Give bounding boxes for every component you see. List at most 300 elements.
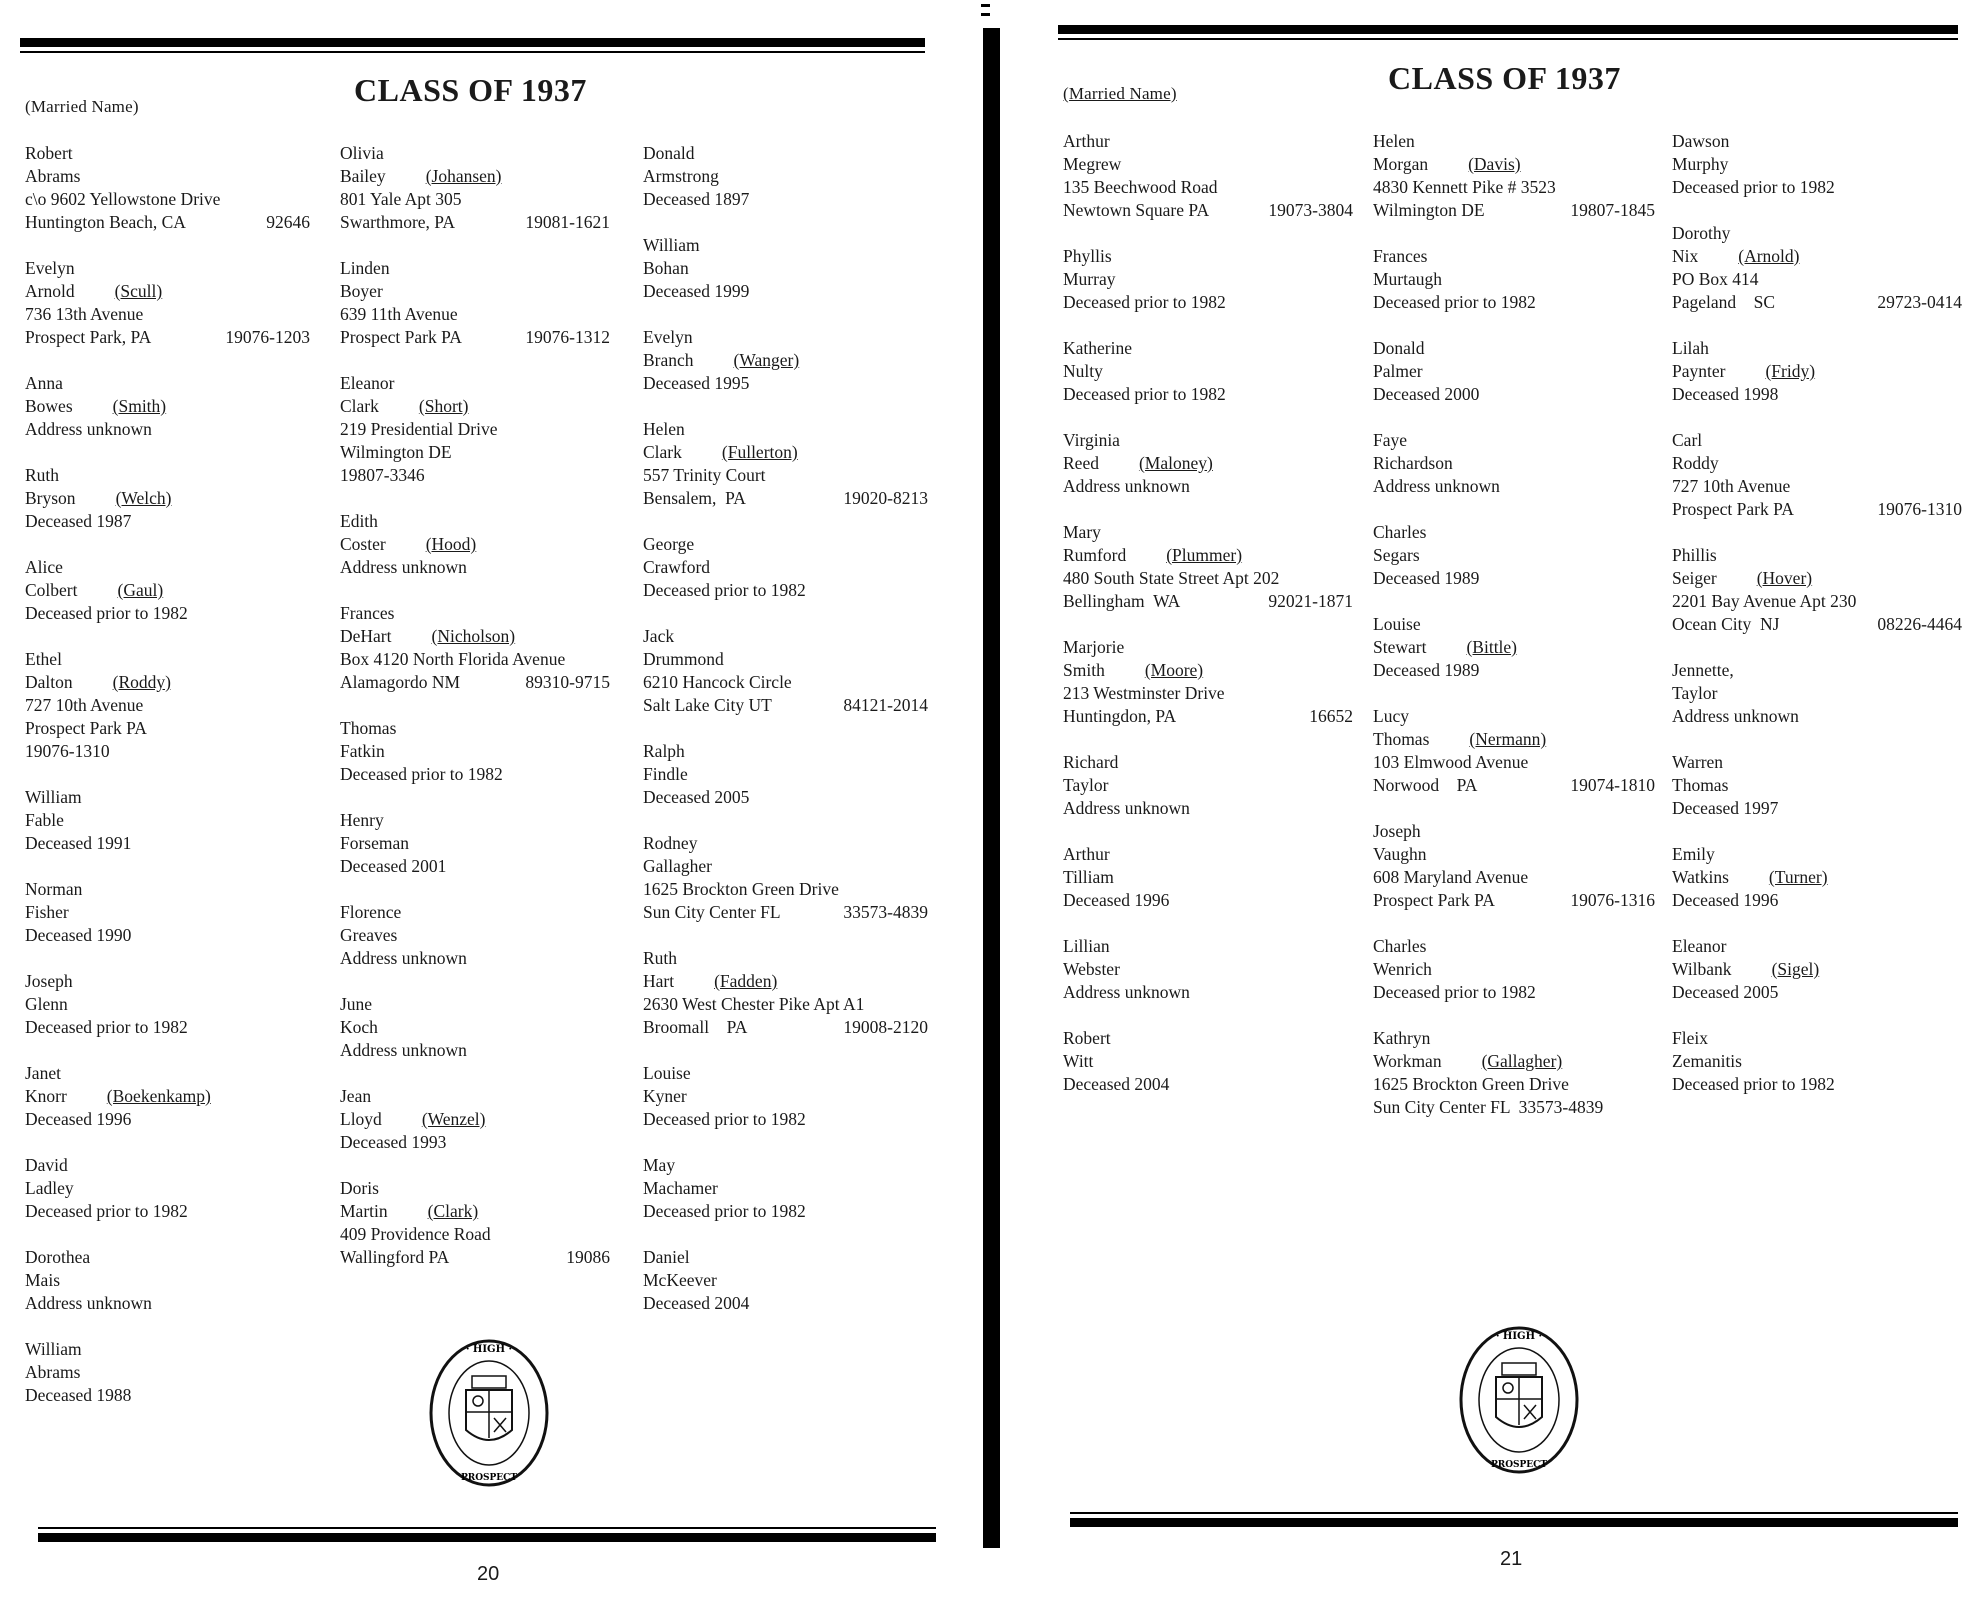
address-text: Deceased prior to 1982	[340, 764, 503, 784]
directory-entry	[340, 142, 610, 234]
directory-entry	[643, 1246, 928, 1315]
zip-code: 92646	[266, 212, 310, 232]
address-line	[1063, 682, 1353, 705]
directory-entry	[25, 464, 310, 533]
last-name: Knorr	[25, 1086, 67, 1106]
first-name: Donald	[1373, 338, 1425, 358]
first-name: Charles	[1373, 522, 1427, 542]
zip-code: 33573-4839	[843, 902, 928, 922]
address-line	[340, 464, 610, 487]
address-text: Deceased prior to 1982	[1373, 292, 1536, 312]
first-name: Anna	[25, 373, 63, 393]
directory-entry	[25, 257, 310, 349]
address-line	[1063, 590, 1353, 613]
directory-column-2	[340, 142, 610, 1292]
last-name: Martin	[340, 1201, 388, 1221]
directory-entry	[643, 1062, 928, 1131]
directory-entry	[643, 625, 928, 717]
address-text: 608 Maryland Avenue	[1373, 867, 1529, 887]
first-name: Marjorie	[1063, 637, 1125, 657]
last-name-row	[25, 993, 310, 1016]
last-name-row	[643, 441, 928, 464]
last-name-row	[1063, 153, 1353, 176]
address-line	[1672, 613, 1962, 636]
last-name: Kyner	[643, 1086, 687, 1106]
zip-code: 92021-1871	[1268, 591, 1353, 611]
first-name: Evelyn	[643, 327, 693, 347]
first-name: Eleanor	[340, 373, 395, 393]
last-name-row	[340, 832, 610, 855]
address-text: Deceased prior to 1982	[1063, 384, 1226, 404]
zip-code: 29723-0414	[1877, 292, 1962, 312]
directory-entry	[25, 648, 310, 763]
first-name: Jennette,	[1672, 660, 1734, 680]
married-name: (Hover)	[1756, 568, 1813, 588]
last-name-row	[1373, 636, 1655, 659]
address-line	[1063, 199, 1353, 222]
address-line	[1672, 590, 1962, 613]
first-name: Louise	[643, 1063, 691, 1083]
address-line	[643, 671, 928, 694]
address-line	[25, 326, 310, 349]
directory-entry	[25, 878, 310, 947]
first-name: Charles	[1373, 936, 1427, 956]
address-line	[643, 188, 928, 211]
last-name: Clark	[643, 442, 682, 462]
last-name-row	[643, 763, 928, 786]
first-name: Edith	[340, 511, 378, 531]
last-name: Drummond	[643, 649, 724, 669]
last-name: Mais	[25, 1270, 60, 1290]
address-line	[1373, 383, 1655, 406]
first-name: Helen	[1373, 131, 1415, 151]
directory-entry	[1373, 613, 1655, 682]
directory-entry	[1063, 337, 1353, 406]
married-name: (Short)	[418, 396, 469, 416]
address-text: 736 13th Avenue	[25, 304, 144, 324]
page-title: CLASS OF 1937	[354, 72, 587, 108]
address-line	[340, 556, 610, 579]
last-name: Bohan	[643, 258, 689, 278]
address-text: 557 Trinity Court	[643, 465, 766, 485]
zip-code: 19076-1316	[1570, 890, 1655, 910]
last-name-row	[643, 855, 928, 878]
directory-entry	[1063, 935, 1353, 1004]
last-name-row	[25, 1269, 310, 1292]
directory-entry	[1373, 1027, 1655, 1119]
last-name: McKeever	[643, 1270, 717, 1290]
address-line	[340, 418, 610, 441]
directory-entry	[643, 326, 928, 395]
last-name: Branch	[643, 350, 694, 370]
first-name: Thomas	[340, 718, 397, 738]
address-text: Address unknown	[1672, 706, 1799, 726]
address-text: 409 Providence Road	[340, 1224, 491, 1244]
directory-entry	[25, 786, 310, 855]
first-name: Ethel	[25, 649, 62, 669]
first-name: Henry	[340, 810, 384, 830]
directory-entry	[25, 1154, 310, 1223]
top-rule-thick	[1058, 25, 1958, 34]
married-name: (Scull)	[114, 281, 163, 301]
directory-entry	[25, 556, 310, 625]
first-name: Mary	[1063, 522, 1101, 542]
address-text: Deceased prior to 1982	[1672, 1074, 1835, 1094]
address-line	[340, 947, 610, 970]
address-line	[1373, 751, 1655, 774]
address-line	[340, 763, 610, 786]
address-text: Address unknown	[1063, 476, 1190, 496]
last-name: Reed	[1063, 453, 1099, 473]
address-line	[1063, 475, 1353, 498]
last-name-row	[340, 625, 610, 648]
address-text: Deceased 2005	[643, 787, 750, 807]
first-name: Ruth	[25, 465, 60, 485]
zip-code: 08226-4464	[1877, 614, 1962, 634]
first-name: Warren	[1672, 752, 1724, 772]
directory-entry	[25, 1246, 310, 1315]
last-name-row	[643, 648, 928, 671]
directory-entry	[1373, 337, 1655, 406]
directory-entry	[1672, 1027, 1962, 1096]
address-line	[1373, 889, 1655, 912]
address-line	[643, 694, 928, 717]
address-text: 1625 Brockton Green Drive	[1373, 1074, 1569, 1094]
zip-code: 89310-9715	[525, 672, 610, 692]
directory-entry	[643, 533, 928, 602]
first-name: Helen	[643, 419, 685, 439]
first-name: George	[643, 534, 695, 554]
address-text: Newtown Square PA	[1063, 200, 1210, 220]
address-text: Deceased prior to 1982	[25, 603, 188, 623]
directory-entry	[1672, 429, 1962, 521]
address-line	[1373, 291, 1655, 314]
last-name-row	[1373, 1050, 1655, 1073]
first-name: William	[25, 787, 82, 807]
first-name: Joseph	[1373, 821, 1421, 841]
first-name: Robert	[1063, 1028, 1111, 1048]
last-name: Armstrong	[643, 166, 719, 186]
last-name-row	[1373, 728, 1655, 751]
address-line	[1672, 176, 1962, 199]
right-page	[1040, 0, 1977, 1597]
address-line	[340, 441, 610, 464]
address-line	[340, 188, 610, 211]
first-name: Lillian	[1063, 936, 1110, 956]
address-text: 19076-1310	[25, 741, 110, 761]
address-line	[1672, 498, 1962, 521]
directory-entry	[1063, 429, 1353, 498]
address-line	[340, 303, 610, 326]
last-name-row	[340, 1200, 610, 1223]
directory-entry	[1672, 544, 1962, 636]
last-name-row	[340, 1016, 610, 1039]
directory-entry	[1672, 751, 1962, 820]
address-text: Bellingham WA	[1063, 591, 1181, 611]
zip-code: 19020-8213	[843, 488, 928, 508]
address-line	[25, 303, 310, 326]
married-name-label: (Married Name)	[1063, 84, 1177, 103]
directory-entry	[1672, 337, 1962, 406]
first-name: Phyllis	[1063, 246, 1112, 266]
directory-entry	[1373, 130, 1655, 222]
address-text: Deceased prior to 1982	[1373, 982, 1536, 1002]
zip-code: 19076-1310	[1877, 499, 1962, 519]
directory-column-3	[1672, 130, 1962, 1119]
last-name-row	[1672, 774, 1962, 797]
address-line	[1672, 705, 1962, 728]
address-text: Deceased prior to 1982	[643, 1109, 806, 1129]
directory-entry	[25, 970, 310, 1039]
address-line	[1672, 1073, 1962, 1096]
svg-text:PROSPECT: PROSPECT	[1490, 1460, 1548, 1470]
last-name-row	[25, 809, 310, 832]
last-name-row	[25, 165, 310, 188]
last-name-row	[643, 349, 928, 372]
directory-entry	[643, 832, 928, 924]
last-name-row	[25, 395, 310, 418]
first-name: Carl	[1672, 430, 1703, 450]
first-name: Evelyn	[25, 258, 75, 278]
last-name: Rumford	[1063, 545, 1127, 565]
address-text: Address unknown	[340, 557, 467, 577]
address-line	[1373, 774, 1655, 797]
address-line	[340, 211, 610, 234]
last-name: Smith	[1063, 660, 1105, 680]
address-line	[643, 579, 928, 602]
address-text: Deceased 1989	[1373, 568, 1480, 588]
address-text: 727 10th Avenue	[25, 695, 144, 715]
address-text: Deceased prior to 1982	[1672, 177, 1835, 197]
last-name-row	[1672, 567, 1962, 590]
last-name: Murphy	[1672, 154, 1729, 174]
directory-column-3	[643, 142, 928, 1338]
last-name-row	[340, 395, 610, 418]
last-name: Forseman	[340, 833, 410, 853]
left-page	[0, 0, 960, 1597]
top-rule-thin	[20, 51, 925, 53]
married-name: (Hood)	[425, 534, 477, 554]
last-name-row	[643, 556, 928, 579]
last-name: Wilbank	[1672, 959, 1732, 979]
last-name: Boyer	[340, 281, 383, 301]
bottom-rule-thick	[38, 1533, 936, 1542]
last-name: Fatkin	[340, 741, 385, 761]
directory-entry	[1672, 222, 1962, 314]
last-name: Tilliam	[1063, 867, 1114, 887]
directory-entry	[1373, 245, 1655, 314]
last-name: Dalton	[25, 672, 73, 692]
address-text: Deceased prior to 1982	[25, 1017, 188, 1037]
last-name: Findle	[643, 764, 688, 784]
address-text: Deceased 1988	[25, 1385, 132, 1405]
directory-entry	[643, 234, 928, 303]
directory-entry	[1672, 659, 1962, 728]
last-name-row	[1672, 452, 1962, 475]
married-name: (Welch)	[115, 488, 172, 508]
last-name-row	[643, 1085, 928, 1108]
first-name: Doris	[340, 1178, 379, 1198]
bottom-rule-thin	[38, 1527, 936, 1529]
last-name-row	[643, 165, 928, 188]
directory-entry	[340, 1085, 610, 1154]
address-line	[1672, 797, 1962, 820]
address-line	[25, 510, 310, 533]
last-name: Gallagher	[643, 856, 712, 876]
last-name: Zemanitis	[1672, 1051, 1742, 1071]
directory-entry	[1672, 130, 1962, 199]
address-line	[25, 740, 310, 763]
address-line	[340, 648, 610, 671]
first-name: Arthur	[1063, 131, 1110, 151]
directory-entry	[643, 142, 928, 211]
last-name: Colbert	[25, 580, 78, 600]
address-text: 4830 Kennett Pike # 3523	[1373, 177, 1556, 197]
directory-entry	[1373, 935, 1655, 1004]
address-line	[643, 280, 928, 303]
last-name: Palmer	[1373, 361, 1423, 381]
page-title: CLASS OF 1937	[1388, 60, 1621, 96]
address-line	[25, 1200, 310, 1223]
address-text: Deceased prior to 1982	[25, 1201, 188, 1221]
last-name-row	[1672, 866, 1962, 889]
married-name: (Wanger)	[733, 350, 800, 370]
address-text: Prospect Park, PA	[25, 327, 152, 347]
address-line	[25, 211, 310, 234]
first-name: Frances	[1373, 246, 1428, 266]
married-name: (Clark)	[427, 1201, 479, 1221]
first-name: Norman	[25, 879, 83, 899]
address-text: Wilmington DE	[1373, 200, 1485, 220]
address-line	[1063, 567, 1353, 590]
directory-entry	[340, 510, 610, 579]
last-name-row	[1063, 659, 1353, 682]
directory-entry	[1672, 843, 1962, 912]
address-line	[1063, 1073, 1353, 1096]
address-text: Norwood PA	[1373, 775, 1478, 795]
address-line	[1063, 291, 1353, 314]
first-name: Dawson	[1672, 131, 1730, 151]
married-name-label: (Married Name)	[25, 97, 139, 116]
address-text: c\o 9602 Yellowstone Drive	[25, 189, 221, 209]
last-name-row	[340, 165, 610, 188]
last-name: Clark	[340, 396, 379, 416]
married-name: (Gallagher)	[1481, 1051, 1563, 1071]
last-name-row	[1373, 544, 1655, 567]
last-name-row	[1672, 1050, 1962, 1073]
address-text: Deceased 2000	[1373, 384, 1480, 404]
address-text: Address unknown	[1063, 982, 1190, 1002]
address-line	[1373, 1096, 1655, 1119]
directory-entry	[1063, 130, 1353, 222]
address-text: Broomall PA	[643, 1017, 748, 1037]
last-name-row	[25, 579, 310, 602]
last-name: Thomas	[1373, 729, 1430, 749]
address-text: 19807-3346	[340, 465, 425, 485]
married-name: (Turner)	[1768, 867, 1828, 887]
address-text: Sun City Center FL	[643, 902, 781, 922]
spine-tick	[981, 13, 990, 16]
last-name-row	[643, 1177, 928, 1200]
last-name-row	[643, 257, 928, 280]
address-text: Deceased 1998	[1672, 384, 1779, 404]
directory-entry	[1063, 521, 1353, 613]
last-name-row	[25, 1085, 310, 1108]
address-line	[1373, 659, 1655, 682]
address-line	[1063, 981, 1353, 1004]
directory-entry	[643, 947, 928, 1039]
last-name: Taylor	[1063, 775, 1109, 795]
directory-entry	[1063, 245, 1353, 314]
first-name: David	[25, 1155, 68, 1175]
address-line	[340, 326, 610, 349]
last-name: Hart	[643, 971, 675, 991]
address-text: Deceased 1996	[1672, 890, 1779, 910]
married-name: (Roddy)	[112, 672, 171, 692]
last-name-row	[1672, 682, 1962, 705]
address-line	[1373, 1073, 1655, 1096]
address-text: Deceased 2005	[1672, 982, 1779, 1002]
address-line	[643, 1108, 928, 1131]
last-name: Morgan	[1373, 154, 1429, 174]
address-line	[25, 418, 310, 441]
first-name: Dorothy	[1672, 223, 1731, 243]
bottom-rule-thin	[1070, 1512, 1958, 1514]
first-name: Louise	[1373, 614, 1421, 634]
married-name: (Plummer)	[1166, 545, 1243, 565]
address-text: Address unknown	[340, 948, 467, 968]
last-name-row	[1373, 843, 1655, 866]
last-name-row	[1373, 268, 1655, 291]
address-text: 801 Yale Apt 305	[340, 189, 462, 209]
married-name: (Wenzel)	[421, 1109, 486, 1129]
first-name: Kathryn	[1373, 1028, 1431, 1048]
address-line	[25, 832, 310, 855]
last-name-row	[25, 1361, 310, 1384]
address-text: Prospect Park PA	[1373, 890, 1495, 910]
address-text: Wallingford PA	[340, 1247, 450, 1267]
address-line	[1373, 567, 1655, 590]
address-line	[643, 1292, 928, 1315]
page-number: 21	[1500, 1548, 1523, 1570]
last-name: Thomas	[1672, 775, 1729, 795]
address-text: 2630 West Chester Pike Apt A1	[643, 994, 865, 1014]
first-name: Janet	[25, 1063, 61, 1083]
address-line	[1672, 475, 1962, 498]
address-text: Salt Lake City UT	[643, 695, 772, 715]
last-name: Coster	[340, 534, 386, 554]
first-name: William	[25, 1339, 82, 1359]
first-name: Richard	[1063, 752, 1119, 772]
last-name: DeHart	[340, 626, 392, 646]
address-text: Bensalem, PA	[643, 488, 746, 508]
last-name: Glenn	[25, 994, 68, 1014]
address-line	[643, 901, 928, 924]
directory-entry	[1063, 843, 1353, 912]
spine-tick	[981, 4, 990, 7]
last-name-row	[1063, 452, 1353, 475]
zip-code: 19081-1621	[525, 212, 610, 232]
address-text: 1625 Brockton Green Drive	[643, 879, 839, 899]
address-line	[643, 372, 928, 395]
address-text: Deceased 1897	[643, 189, 750, 209]
address-text: Swarthmore, PA	[340, 212, 456, 232]
first-name: Jack	[643, 626, 675, 646]
last-name-row	[1063, 544, 1353, 567]
address-text: 135 Beechwood Road	[1063, 177, 1218, 197]
last-name-row	[25, 1177, 310, 1200]
address-text: Deceased 1991	[25, 833, 132, 853]
